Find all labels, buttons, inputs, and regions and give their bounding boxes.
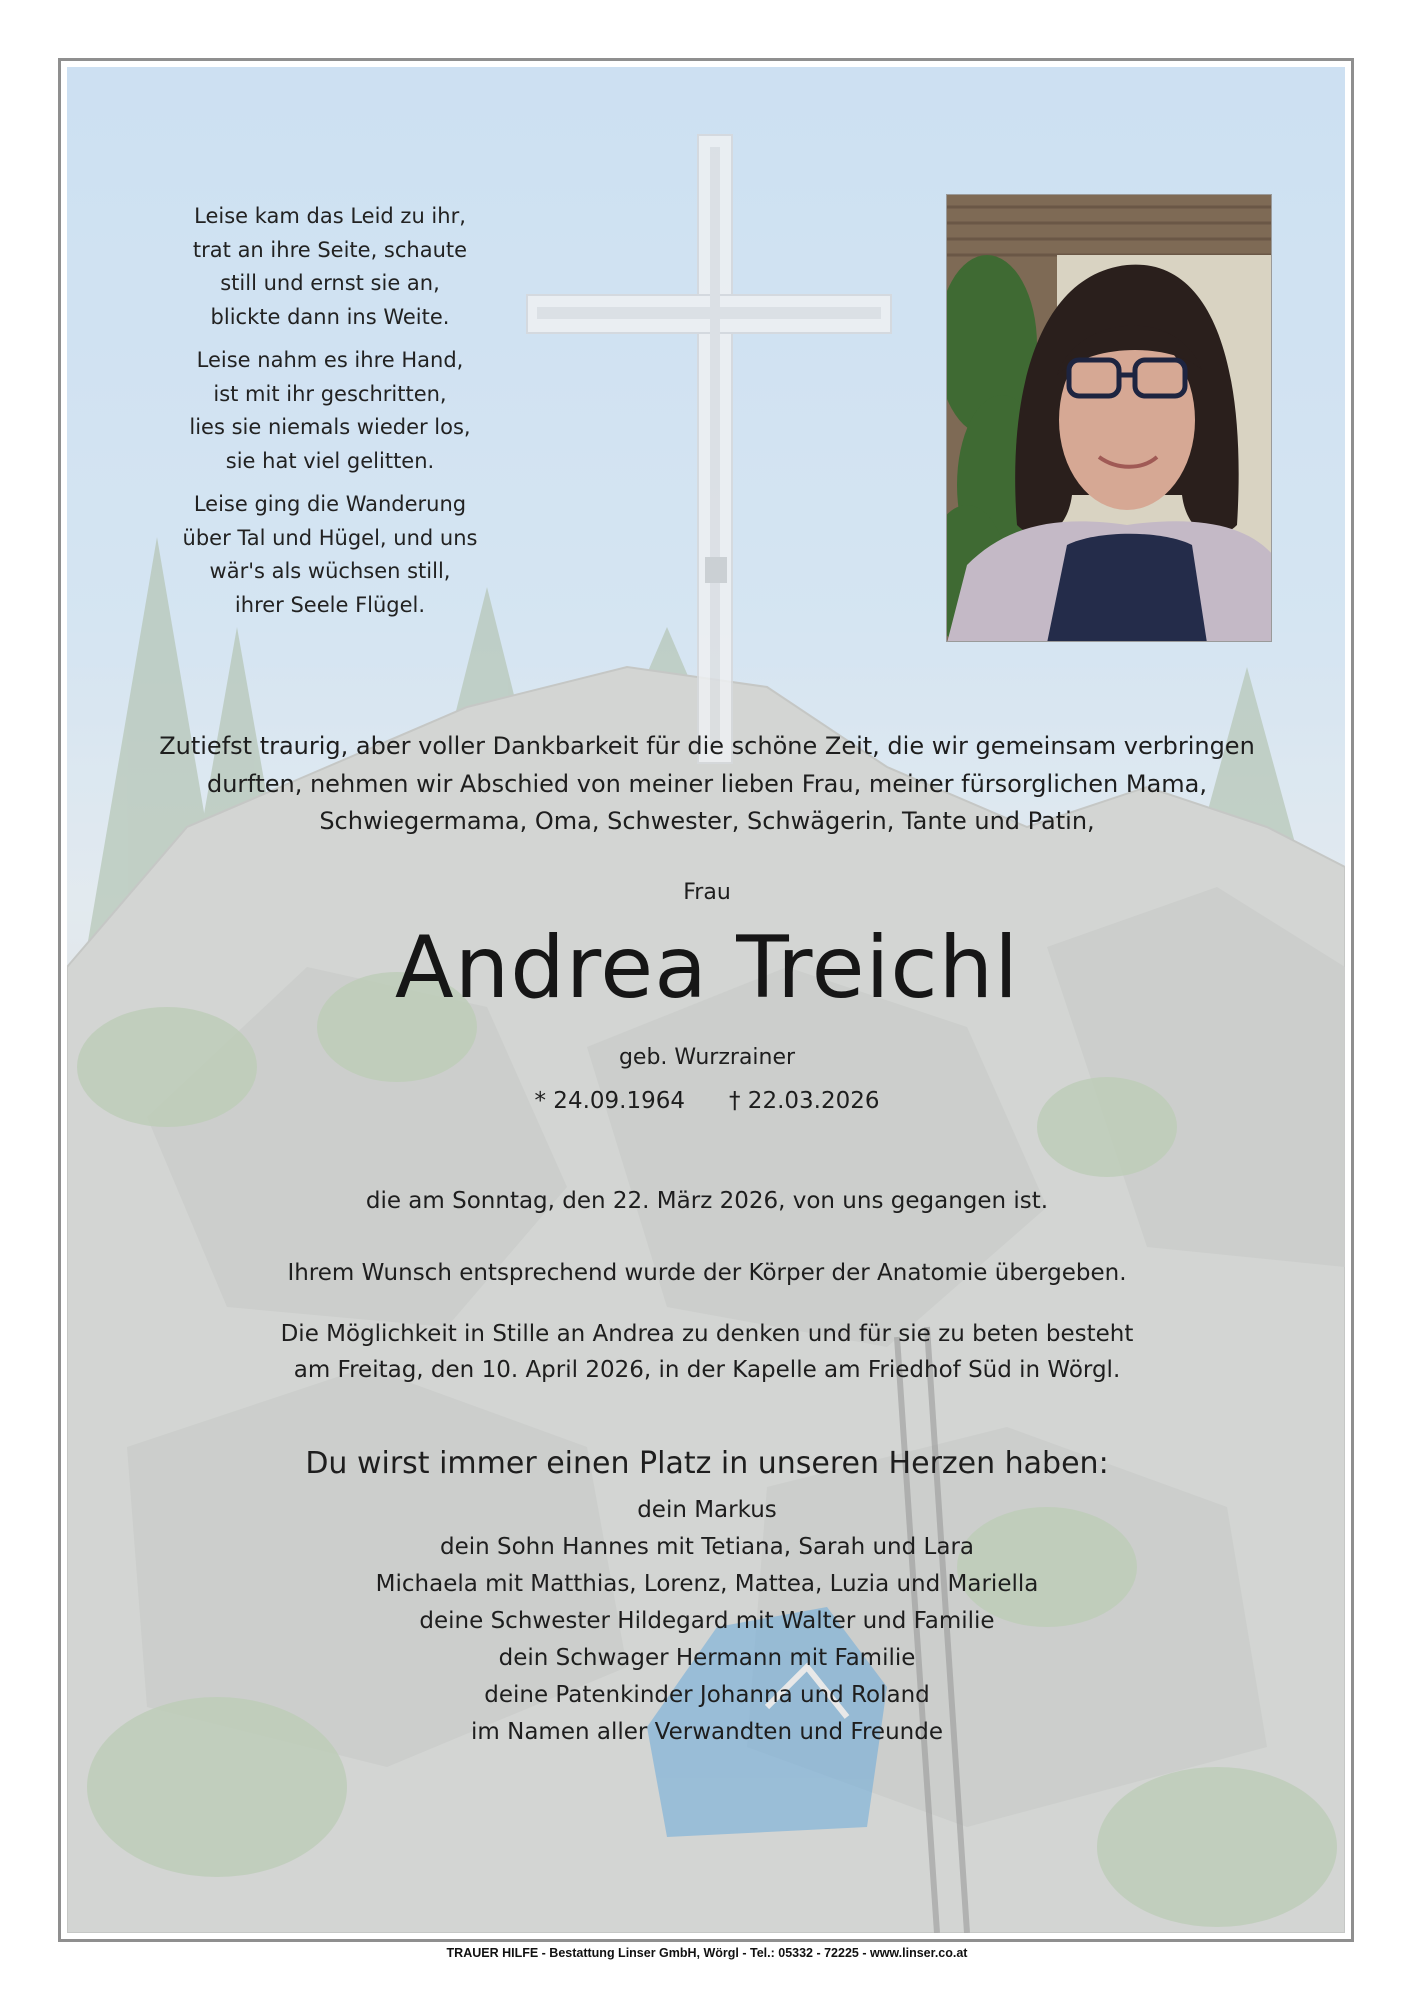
mourner-line: im Namen aller Verwandten und Freunde — [471, 1719, 943, 1745]
deceased-name: Andrea Treichl — [394, 918, 1020, 1018]
intro-line: Schwiegermama, Oma, Schwester, Schwägerin, Tante und Patin, — [319, 807, 1095, 835]
memorial-poem — [150, 200, 510, 632]
poem-stanza — [150, 488, 510, 622]
poem-line: ist mit ihr geschritten, — [213, 381, 447, 406]
poem-line: Leise ging die Wanderung — [193, 492, 467, 516]
poem-line: wär's als wüchsen still, — [209, 559, 451, 583]
birth-name: geb. Wurzrainer — [618, 1045, 796, 1070]
mourner-line: deine Schwester Hildegard mit Walter und Familie — [419, 1608, 995, 1634]
poem-stanza — [150, 200, 510, 334]
poem-line: Leise kam das Leid zu ihr, — [194, 204, 466, 228]
poem-line: sie hat viel gelitten. — [225, 448, 435, 473]
life-dates — [100, 1088, 1314, 1114]
portrait-photo — [946, 194, 1272, 642]
poem-line: still und ernst sie an, — [220, 271, 440, 295]
death-date: † 22.03.2026 — [729, 1088, 880, 1114]
poem-stanza — [150, 344, 510, 478]
intro-text — [100, 728, 1314, 841]
chapel-line: Die Möglichkeit in Stille an Andrea zu denken und für sie zu beten besteht — [280, 1321, 1134, 1347]
poem-line: über Tal und Hügel, und uns — [182, 525, 478, 550]
poem-line: Leise nahm es ihre Hand, — [196, 348, 464, 372]
intro-line: Zutiefst traurig, aber voller Dankbarkeit für die schöne Zeit, die wir gemeinsam verbringen — [159, 732, 1255, 760]
mourner-line: dein Schwager Hermann mit Familie — [498, 1645, 916, 1671]
funeral-home-footer: TRAUER HILFE - Bestattung Linser GmbH, Wörgl - Tel.: 05332 - 72225 - www.linser.co.at — [446, 1946, 968, 1960]
poem-line: ihrer Seele Flügel. — [234, 592, 426, 617]
poem-line: lies sie niemals wieder los, — [189, 415, 471, 439]
mourner-line: deine Patenkinder Johanna und Roland — [484, 1682, 930, 1708]
poem-line: trat an ihre Seite, schaute — [192, 237, 468, 262]
birth-date: * 24.09.1964 — [534, 1088, 685, 1114]
passing-line: die am Sonntag, den 22. März 2026, von uns gegangen ist. — [365, 1188, 1049, 1214]
poem-line: blickte dann ins Weite. — [210, 304, 450, 329]
mourner-line: dein Sohn Hannes mit Tetiana, Sarah und Lara — [439, 1534, 975, 1560]
mourner-line: dein Markus — [637, 1497, 777, 1523]
mourner-line: Michaela mit Matthias, Lorenz, Mattea, Luzia und Mariella — [375, 1571, 1039, 1597]
salutation: Frau — [683, 880, 731, 905]
heart-heading: Du wirst immer einen Platz in unseren Herzen haben: — [305, 1446, 1109, 1481]
chapel-info — [100, 1316, 1314, 1388]
intro-line: durften, nehmen wir Abschied von meiner lieben Frau, meiner fürsorglichen Mama, — [206, 769, 1208, 798]
chapel-line: am Freitag, den 10. April 2026, in der Kapelle am Friedhof Süd in Wörgl. — [293, 1357, 1121, 1383]
mourners-list — [100, 1492, 1314, 1751]
anatomy-line: Ihrem Wunsch entsprechend wurde der Körper der Anatomie übergeben. — [287, 1260, 1127, 1286]
